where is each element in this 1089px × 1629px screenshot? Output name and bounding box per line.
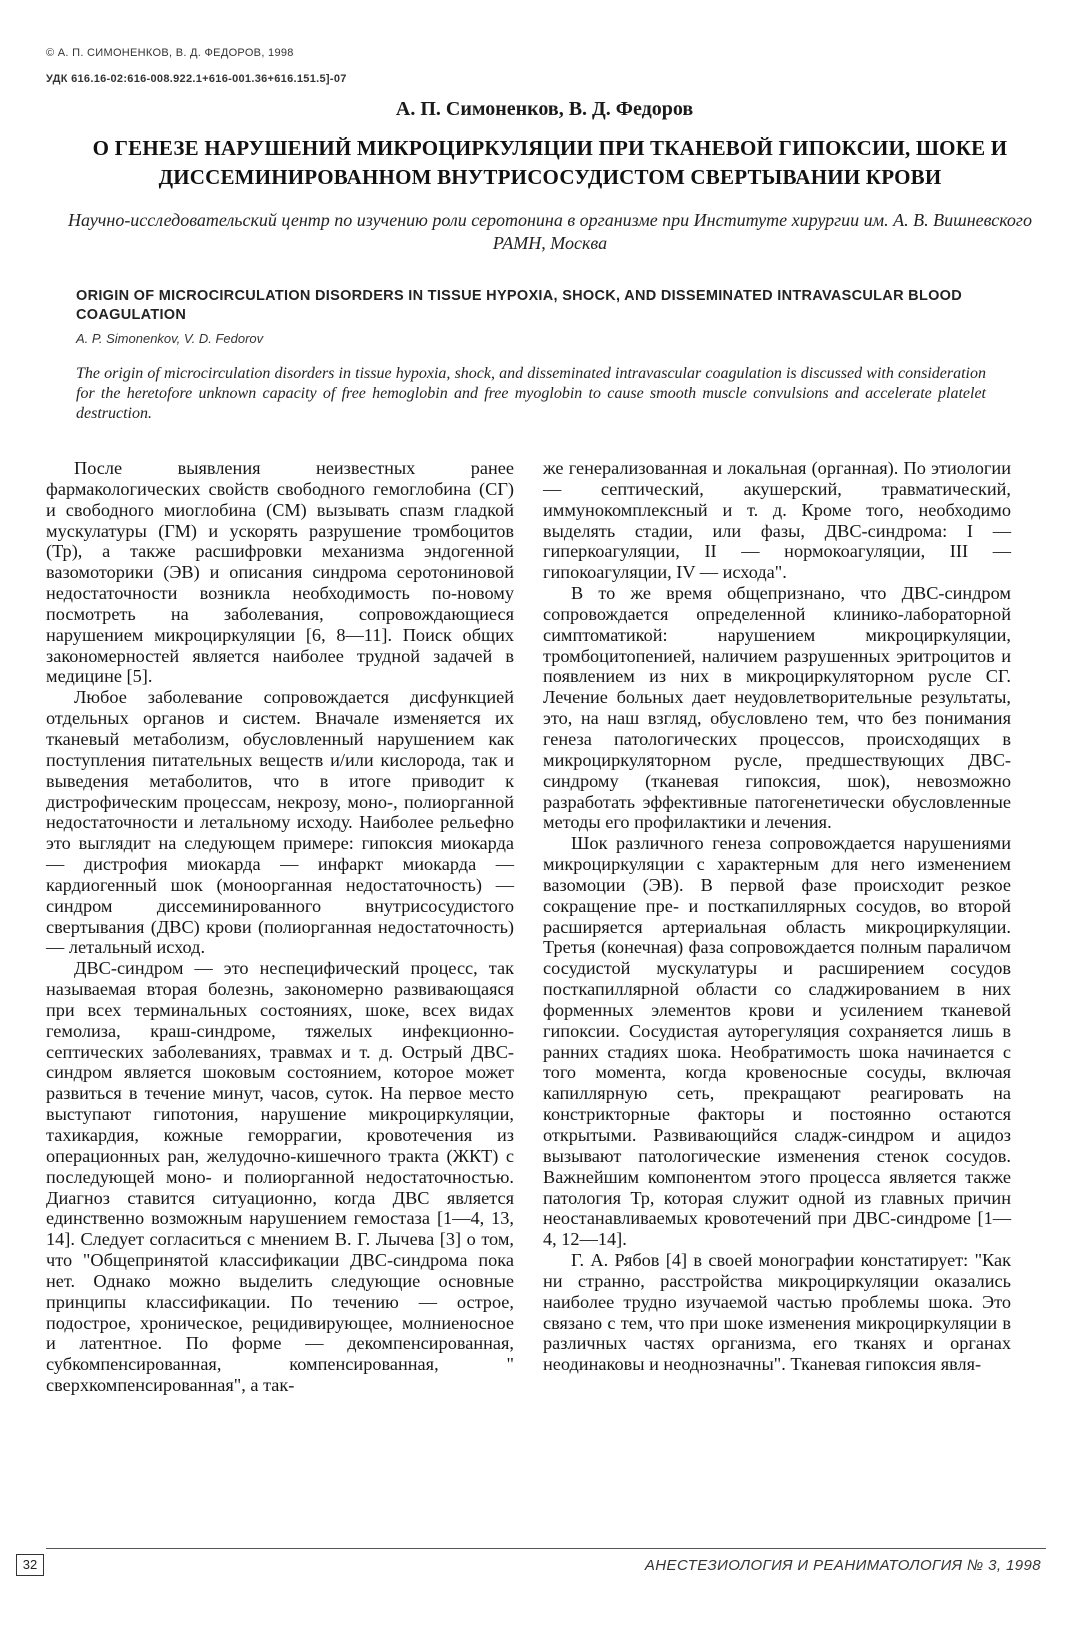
abstract-en: The origin of microcirculation disorders in tissue hypoxia, shock, and disseminated intravascular coagulation is discussed with consideration for the heretofore unknown capacity of free hemoglobin and free myoglobin to cause smooth muscle convulsions and accelerate platelet destruction. bbox=[76, 365, 986, 422]
authors-ru: А. П. Симоненков, В. Д. Федоров bbox=[395, 98, 694, 120]
udk-code: УДК 616.16-02:616-008.922.1+616-001.36+616.151.5]-07 bbox=[46, 73, 347, 85]
paragraph-right-1: же генерализованная и локальная (органная). По этиологии — септический, акушерский, травматический, иммунокомплексный и т. д. Кроме того, необходимо выделять стадии, или фазы, ДВС-синдрома: I — гиперкоагуляции, II — нормокоагуляции, III — гипокоагуляции, IV — исхода". bbox=[543, 458, 1011, 583]
paragraph-left-3: ДВС-синдром — это неспецифический процесс, так называемая вторая болезнь, закономерно развивающаяся при всех терминальных состояниях, шоке, всех видах гемолиза, краш-синдроме, тяжелых инфекционно-септических заболеваниях, травмах и т. д. Острый ДВС-синдром является шоковым состоянием, которое может развиться в течение минут, часов, суток. На первое место выступают гипотония, нарушение микроциркуляции, тахикардия, кожные геморрагии, кровотечения из операционных ран, желудочно-кишечного тракта (ЖКТ) с последующей моно- и полиорганной недостаточностью. Диагноз ставится ситуационно, когда ДВС является единственно возможным нарушением гемостаза [1—4, 13, 14]. Следует согласиться с мнением В. Г. Лычева [3] о том, что "Общепринятой классификации ДВС-синдрома пока нет. Однако можно выделить следующие основные принципы классификации. По течению — острое, подострое, хроническое, рецидивирующее, молниеносное и латентное. По форме — декомпенсированная, субкомпенсированная, компенсированная, " сверхкомпенсированная", а так- bbox=[46, 958, 514, 1396]
body-column-left bbox=[46, 458, 514, 1396]
authors-en: A. P. Simonenkov, V. D. Fedorov bbox=[76, 331, 264, 346]
paragraph-right-3: Шок различного генеза сопровождается нарушениями микроциркуляции с характерным для него изменением вазомоции (ЭВ). В первой фазе происходит резкое сокращение пре- и посткапиллярных сосудов, во второй расширяется артериальная область микроциркуляции. Третья (конечная) фаза сопровождается полным параличом сосудистой мускулатуры и расширением сосудов посткапиллярной области со сладжированием в них форменных элементов крови и усилением тканевой гипоксии. Сосудистая ауторегуляция сохраняется лишь в ранних стадиях шока. Необратимость шока начинается с того момента, когда кровеносные сосуды, включая капиллярную сеть, прекращают реагировать на констрикторные факторы и постоянно остаются открытыми. Развивающийся сладж-синдром и ацидоз вызывают патологические изменения стенок сосудов. Важнейшим компонентом этого процесса является также патология Тр, которая служит одной из главных причин неостанавливаемых кровотечений при ДВС-синдроме [1—4, 12—14]. bbox=[543, 833, 1011, 1250]
footer-rule bbox=[46, 1548, 1046, 1549]
paragraph-right-4: Г. А. Рябов [4] в своей монографии констатирует: "Как ни странно, расстройства микроциркуляции оказались наиболее трудно изучаемой частью проблемы шока. Это связано с тем, что при шоке изменения микроциркуляции в различных частях организма, его тканях и органах неодинаковы и неоднозначны". Тканевая гипоксия явля- bbox=[543, 1250, 1011, 1375]
article-title-en: ORIGIN OF MICROCIRCULATION DISORDERS IN TISSUE HYPOXIA, SHOCK, AND DISSEMINATED INTRAVASCULAR BLOOD COAGULATION bbox=[76, 288, 963, 323]
paragraph-right-2: В то же время общепризнано, что ДВС-синдром сопровождается определенной клинико-лабораторной симптоматикой: нарушением микроциркуляции, тромбоцитопенией, наличием разрушенных эритроцитов и появлением из них в микроциркуляторном русле СГ. Лечение больных дает неудовлетворительные результаты, это, на наш взгляд, обусловлено тем, что без понимания генеза патологических процессов, происходящих в микроциркуляторном русле, предшествующих ДВС-синдрому (тканевая гипоксия, шок), невозможно разработать эффективные патогенетически обусловленные методы его профилактики и лечения. bbox=[543, 583, 1011, 833]
body-column-right bbox=[543, 458, 1011, 1375]
paragraph-left-1: После выявления неизвестных ранее фармакологических свойств свободного гемоглобина (СГ) и свободного миоглобина (СМ) вызывать спазм гладкой мускулатуры (ГМ) и ускорять разрушение тромбоцитов (Тр), а также расшифровки механизма эндогенной вазомоторики (ЭВ) и описания синдрома серотониновой недостаточности возникла необходимость по-новому посмотреть на заболевания, сопровождающиеся нарушением микроциркуляции [6, 8—11]. Поиск общих закономерностей является наиболее трудной задачей в медицине [5]. bbox=[46, 458, 514, 687]
journal-title: АНЕСТЕЗИОЛОГИЯ И РЕАНИМАТОЛОГИЯ № 3, 1998 bbox=[644, 1557, 1041, 1574]
page-number: 32 bbox=[16, 1554, 44, 1576]
paragraph-left-2: Любое заболевание сопровождается дисфункцией отдельных органов и систем. Вначале изменяется их тканевый метаболизм, обусловленный нарушением как поступления питательных веществ и/или кислорода, так и выведения метаболитов, что в итоге приводит к дистрофическим процессам, некрозу, моно-, полиорганной недостаточности и летальному исходу. Наиболее рельефно это выглядит на следующем примере: гипоксия миокарда — дистрофия миокарда — инфаркт миокарда — кардиогенный шок (моноорганная недостаточность) — синдром диссеминированного внутрисосудистого свертывания (ДВС) крови (полиорганная недостаточность) — летальный исход. bbox=[46, 687, 514, 958]
copyright-line: © А. П. СИМОНЕНКОВ, В. Д. ФЕДОРОВ, 1998 bbox=[46, 47, 294, 59]
institution-ru: Научно-исследовательский центр по изучению роли серотонина в организме при Институте хирургии им. А. В. Вишневского РАМН, Москва bbox=[68, 210, 1032, 253]
article-title-ru: О ГЕНЕЗЕ НАРУШЕНИЙ МИКРОЦИРКУЛЯЦИИ ПРИ ТКАНЕВОЙ ГИПОКСИИ, ШОКЕ И ДИССЕМИНИРОВАННОМ ВНУТРИСОСУДИСТОМ СВЕРТЫВАНИИ КРОВИ bbox=[92, 136, 1008, 189]
